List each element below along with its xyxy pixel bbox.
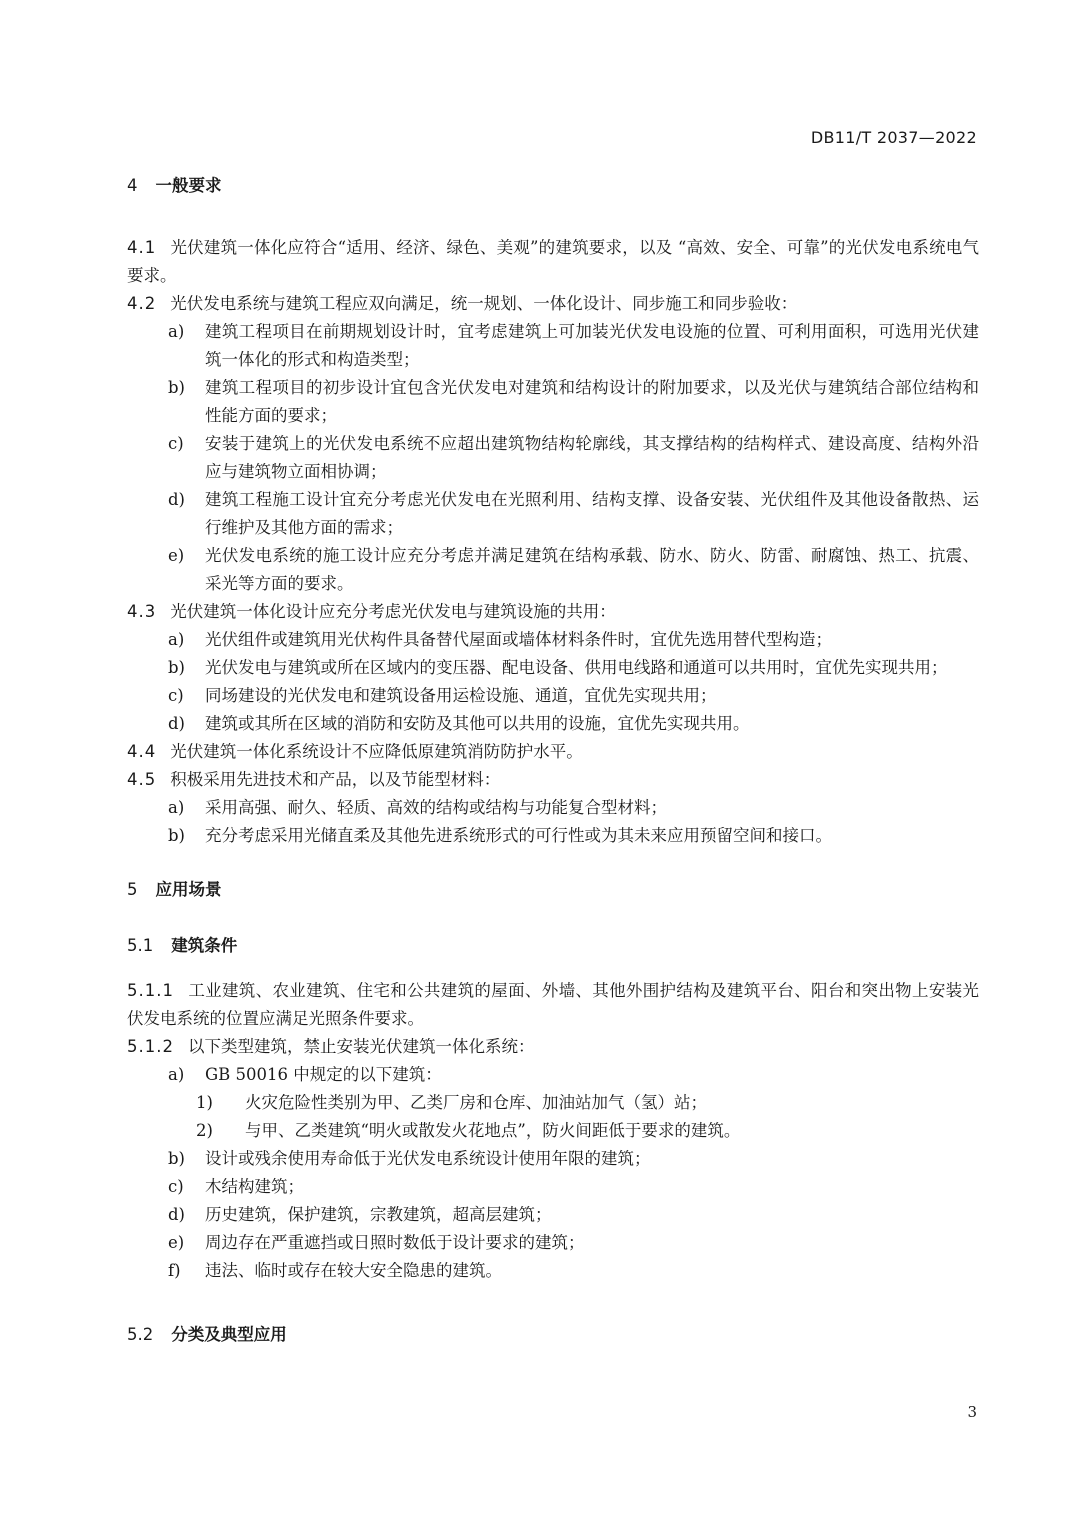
subsection-5-1-heading: 5.1 建筑条件 bbox=[127, 936, 238, 955]
list-item: e) 周边存在严重遮挡或日照时数低于设计要求的建筑； bbox=[168, 1233, 585, 1252]
list-item: d) 建筑或其所在区域的消防和安防及其他可以共用的设施，宜优先实现共用。 bbox=[168, 714, 750, 733]
clause-5-1-1: 5.1.1 工业建筑、农业建筑、住宅和公共建筑的屋面、外墙、其他外围护结构及建筑平台、阳台和突出物上安装光伏发电系统的位置应满足光照条件要求。 bbox=[127, 981, 979, 1028]
clause-4-3: 4.3 光伏建筑一体化设计应充分考虑光伏发电与建筑设施的共用： bbox=[127, 602, 616, 621]
clause-5-1-2: 5.1.2 以下类型建筑，禁止安装光伏建筑一体化系统： bbox=[127, 1037, 535, 1056]
list-item: c) 木结构建筑； bbox=[168, 1177, 304, 1196]
sub-list-item: 2) 与甲、乙类建筑“明火或散发火花地点”，防火间距低于要求的建筑。 bbox=[196, 1121, 741, 1140]
section-5-heading bbox=[127, 876, 979, 904]
document-code: DB11/T 2037—2022 bbox=[810, 128, 977, 147]
list-item: a) 建筑工程项目在前期规划设计时，宜考虑建筑上可加装光伏发电设施的位置、可利用面积，可选用光伏建筑一体化的形式和构造类型； bbox=[168, 322, 979, 369]
clause-4-2: 4.2 光伏发电系统与建筑工程应双向满足，统一规划、一体化设计、同步施工和同步验收： bbox=[127, 294, 798, 313]
clause-4-5: 4.5 积极采用先进技术和产品，以及节能型材料： bbox=[127, 770, 501, 789]
sub-list-item: 1) 火灾危险性类别为甲、乙类厂房和仓库、加油站加气（氢）站； bbox=[196, 1093, 707, 1112]
section-number: 4 bbox=[127, 176, 138, 195]
list-item: b) 建筑工程项目的初步设计宜包含光伏发电对建筑和结构设计的附加要求，以及光伏与建筑结合部位结构和性能方面的要求； bbox=[168, 378, 979, 425]
list-item: d) 历史建筑，保护建筑，宗教建筑，超高层建筑； bbox=[168, 1205, 552, 1224]
section-4-heading bbox=[127, 172, 979, 208]
list-item: f) 违法、临时或存在较大安全隐患的建筑。 bbox=[168, 1261, 502, 1280]
section-title: 应用场景 bbox=[155, 880, 222, 899]
list-item: d) 建筑工程施工设计宜充分考虑光伏发电在光照利用、结构支撑、设备安装、光伏组件及其他设备散热、运行维护及其他方面的需求； bbox=[168, 490, 979, 537]
list-item: b) 设计或残余使用寿命低于光伏发电系统设计使用年限的建筑； bbox=[168, 1149, 651, 1168]
subsection-5-2-heading: 5.2 分类及典型应用 bbox=[127, 1325, 287, 1344]
list-item: a) GB 50016 中规定的以下建筑： bbox=[168, 1065, 442, 1084]
clause-4-1: 4.1 光伏建筑一体化应符合“适用、经济、绿色、美观”的建筑要求，以及 “高效、安全、可靠”的光伏发电系统电气要求。 bbox=[127, 238, 979, 285]
list-item: a) 采用高强、耐久、轻质、高效的结构或结构与功能复合型材料； bbox=[168, 798, 667, 817]
list-item: b) 充分考虑采用光储直柔及其他先进系统形式的可行性或为其未来应用预留空间和接口。 bbox=[168, 826, 832, 845]
section-title: 一般要求 bbox=[155, 176, 222, 195]
page-number: 3 bbox=[967, 1403, 977, 1421]
list-item: e) 光伏发电系统的施工设计应充分考虑并满足建筑在结构承载、防水、防火、防雷、耐腐蚀、热工、抗震、采光等方面的要求。 bbox=[168, 546, 979, 593]
list-item: c) 同场建设的光伏发电和建筑设备用运检设施、通道，宜优先实现共用； bbox=[168, 686, 717, 705]
document-body bbox=[127, 172, 979, 1349]
list-item: a) 光伏组件或建筑用光伏构件具备替代屋面或墙体材料条件时，宜优先选用替代型构造； bbox=[168, 630, 832, 649]
section-number: 5 bbox=[127, 880, 138, 899]
list-item: c) 安装于建筑上的光伏发电系统不应超出建筑物结构轮廓线，其支撑结构的结构样式、建设高度、结构外沿应与建筑物立面相协调； bbox=[168, 434, 979, 481]
list-item: b) 光伏发电与建筑或所在区域内的变压器、配电设备、供用电线路和通道可以共用时，宜优先实现共用； bbox=[168, 658, 948, 677]
clause-4-4: 4.4 光伏建筑一体化系统设计不应降低原建筑消防防护水平。 bbox=[127, 742, 583, 761]
